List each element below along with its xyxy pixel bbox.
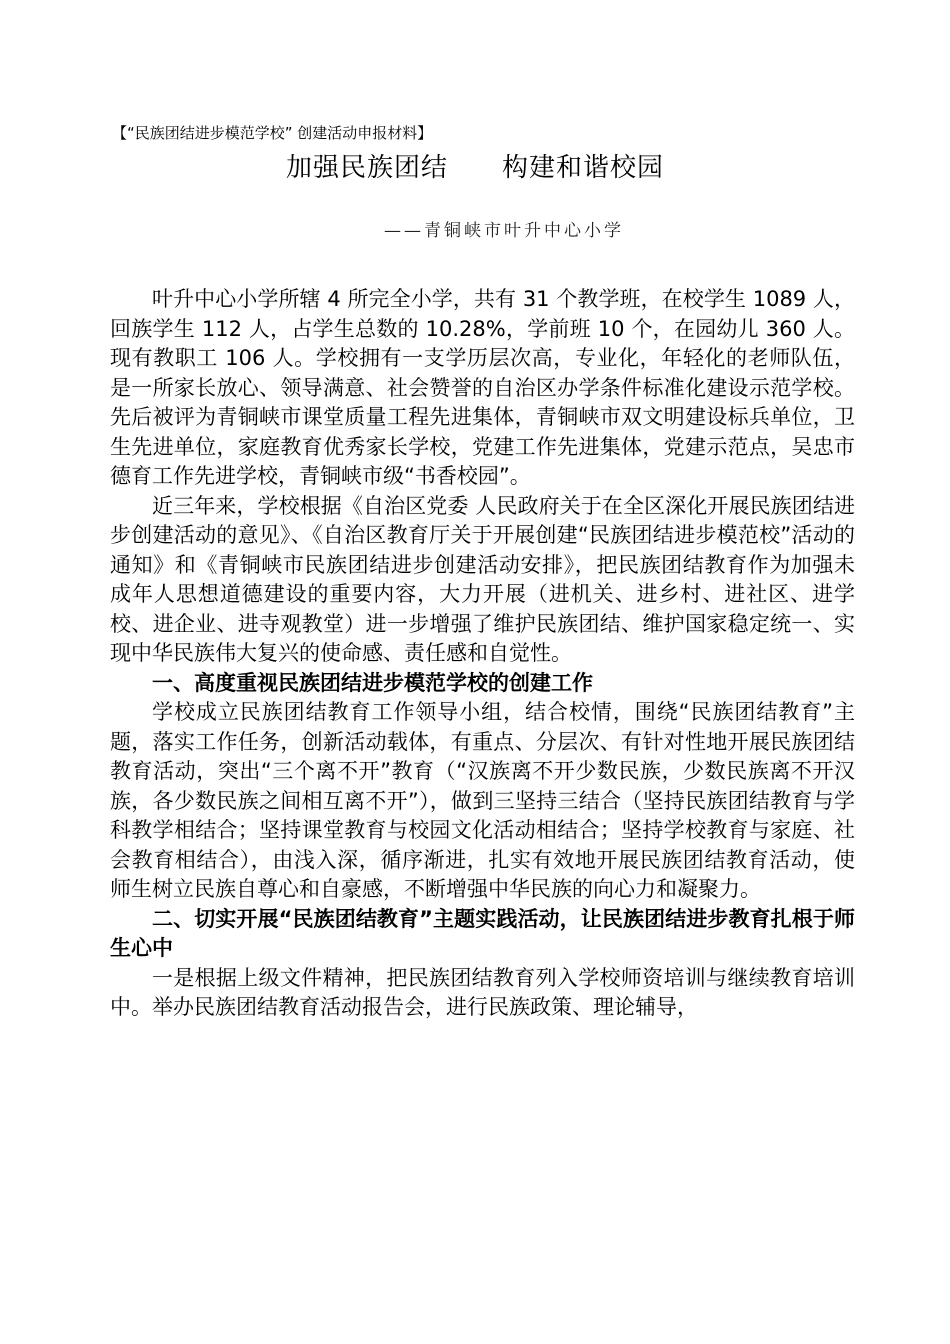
paragraph-training: 一是根据上级文件精神，把民族团结教育列入学校师资培训与继续教育培训中。举办民族团结教育活动报告会，进行民族政策、理论辅导， [110,965,855,1019]
section-heading-2: 二、切实开展“民族团结教育”主题实践活动，让民族团结进步教育扎根于师生心中 [110,906,855,960]
document-byline: ——青铜峡市叶升中心小学 [384,221,624,241]
paragraph-school-overview: 叶升中心小学所辖 4 所完全小学，共有 31 个教学班，在校学生 1089 人，回族学生 112 人，占学生总数的 10.28%，学前班 10 个，在园幼儿 360 人。现有教职工 106 人。学校拥有一支学历层次高，专业化，年轻化的老师队伍，是一所家长放心、领导满意、社会赞誉的自治区办学条件标准化建设示范学校。先后被评为青铜峡市课堂质量工程先进集体，青铜峡市双文明建设标兵单位，卫生先进单位，家庭教育优秀家长学校，党建工作先进集体，党建示范点，吴忠市德育工作先进学校，青铜峡市级“书香校园”。 [110,287,855,488]
section-heading-1: 一、高度重视民族团结进步模范学校的创建工作 [152,670,593,695]
document-body [110,285,855,1023]
paragraph-recent-years: 近三年来，学校根据《自治区党委 人民政府关于在全区深化开展民族团结进步创建活动的意见》、《自治区教育厅关于开展创建“民族团结进步模范校”活动的通知》和《青铜峡市民族团结进步创建活动安排》，把民族团结教育作为加强未成年人思想道德建设的重要内容，大力开展（进机关、进乡村、进社区、进学校、进企业、进寺观教堂）进一步增强了维护民族团结、维护国家稳定统一、实现中华民族伟大复兴的使命感、责任感和自觉性。 [110,493,855,665]
paragraph-leadership-group: 学校成立民族团结教育工作领导小组，结合校情，围绕“民族团结教育”主题，落实工作任务，创新活动载体，有重点、分层次、有针对性地开展民族团结教育活动，突出“三个离不开”教育（“汉族离不开少数民族，少数民族离不开汉族，各少数民族之间相互离不开”），做到三坚持三结合（坚持民族团结教育与学科教学相结合；坚持课堂教育与校园文化活动相结合；坚持学校教育与家庭、社会教育相结合），由浅入深，循序渐进，扎实有效地开展民族团结教育活动，使师生树立民族自尊心和自豪感，不断增强中华民族的向心力和凝聚力。 [110,700,855,901]
document-tag-line: 【“民族团结进步模范学校” 创建活动申报材料】 [112,124,433,142]
document-title: 加强民族团结 构建和谐校园 [285,153,664,183]
